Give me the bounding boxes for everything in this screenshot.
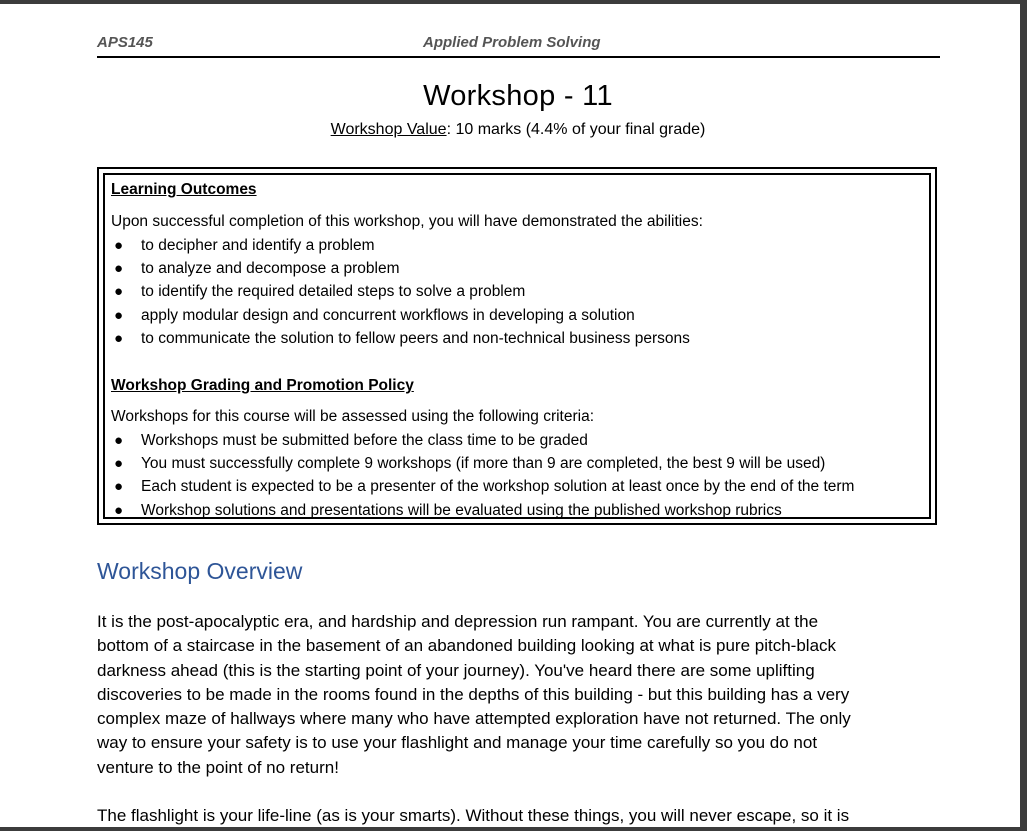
bullet-icon: ● — [114, 478, 124, 495]
document-page — [0, 4, 1020, 827]
list-item: Workshop solutions and presentations will be evaluated using the published workshop rubrics — [141, 502, 782, 519]
overview-paragraph-1 — [97, 610, 937, 780]
bullet-icon: ● — [114, 455, 124, 472]
info-box-inner — [103, 173, 931, 519]
paragraph-line: darkness ahead (this is the starting point of your journey). You've heard there are some uplifting — [97, 660, 815, 680]
course-code: APS145 — [97, 34, 153, 51]
overview-heading: Workshop Overview — [97, 558, 303, 584]
learning-outcomes-intro: Upon successful completion of this workshop, you will have demonstrated the abilities: — [111, 213, 703, 230]
workshop-value — [0, 121, 1020, 139]
grading-policy-heading: Workshop Grading and Promotion Policy — [111, 377, 414, 394]
bullet-icon: ● — [114, 502, 124, 519]
paragraph-line: venture to the point of no return! — [97, 757, 339, 777]
page-title: Workshop - 11 — [423, 80, 613, 112]
paragraph-line: bottom of a staircase in the basement of an abandoned building looking at what is pure pitch-black — [97, 636, 837, 656]
paragraph-line: discoveries to be made in the rooms found in the depths of this building - but this building has a very — [97, 684, 850, 704]
bullet-icon: ● — [114, 283, 124, 300]
overview-paragraph-2 — [97, 804, 937, 827]
learning-outcomes-heading: Learning Outcomes — [111, 181, 257, 198]
list-item: apply modular design and concurrent workflows in developing a solution — [141, 307, 635, 324]
paragraph-line: The flashlight is your life-line (as is your smarts). Without these things, you will never escape, so it is — [97, 806, 850, 825]
bullet-icon: ● — [114, 432, 124, 449]
list-item: to identify the required detailed steps to solve a problem — [141, 283, 526, 300]
list-item: Workshops must be submitted before the class time to be graded — [141, 432, 588, 449]
list-item: Each student is expected to be a presenter of the workshop solution at least once by the end of the term — [141, 478, 855, 495]
paragraph-line: complex maze of hallways where many who have attempted exploration have not returned. The only — [97, 709, 851, 729]
list-item: You must successfully complete 9 workshops (if more than 9 are completed, the best 9 will be used) — [141, 455, 826, 472]
list-item: to communicate the solution to fellow peers and non-technical business persons — [141, 330, 690, 347]
page-header — [97, 30, 940, 58]
paragraph-line: way to ensure your safety is to use your flashlight and manage your time carefully so you do not — [97, 733, 818, 753]
bullet-icon: ● — [114, 260, 124, 277]
course-name: Applied Problem Solving — [423, 34, 601, 51]
bullet-icon: ● — [114, 237, 124, 254]
info-box — [97, 167, 937, 525]
grading-policy-intro: Workshops for this course will be assessed using the following criteria: — [111, 408, 595, 425]
bullet-icon: ● — [114, 330, 124, 347]
workshop-value-label: Workshop Value — [330, 121, 447, 138]
workshop-value-text: : 10 marks (4.4% of your final grade) — [446, 121, 706, 138]
list-item: to analyze and decompose a problem — [141, 260, 400, 277]
bullet-icon: ● — [114, 307, 124, 324]
paragraph-line: It is the post-apocalyptic era, and hardship and depression run rampant. You are currently at the — [97, 612, 819, 631]
list-item: to decipher and identify a problem — [141, 237, 375, 254]
